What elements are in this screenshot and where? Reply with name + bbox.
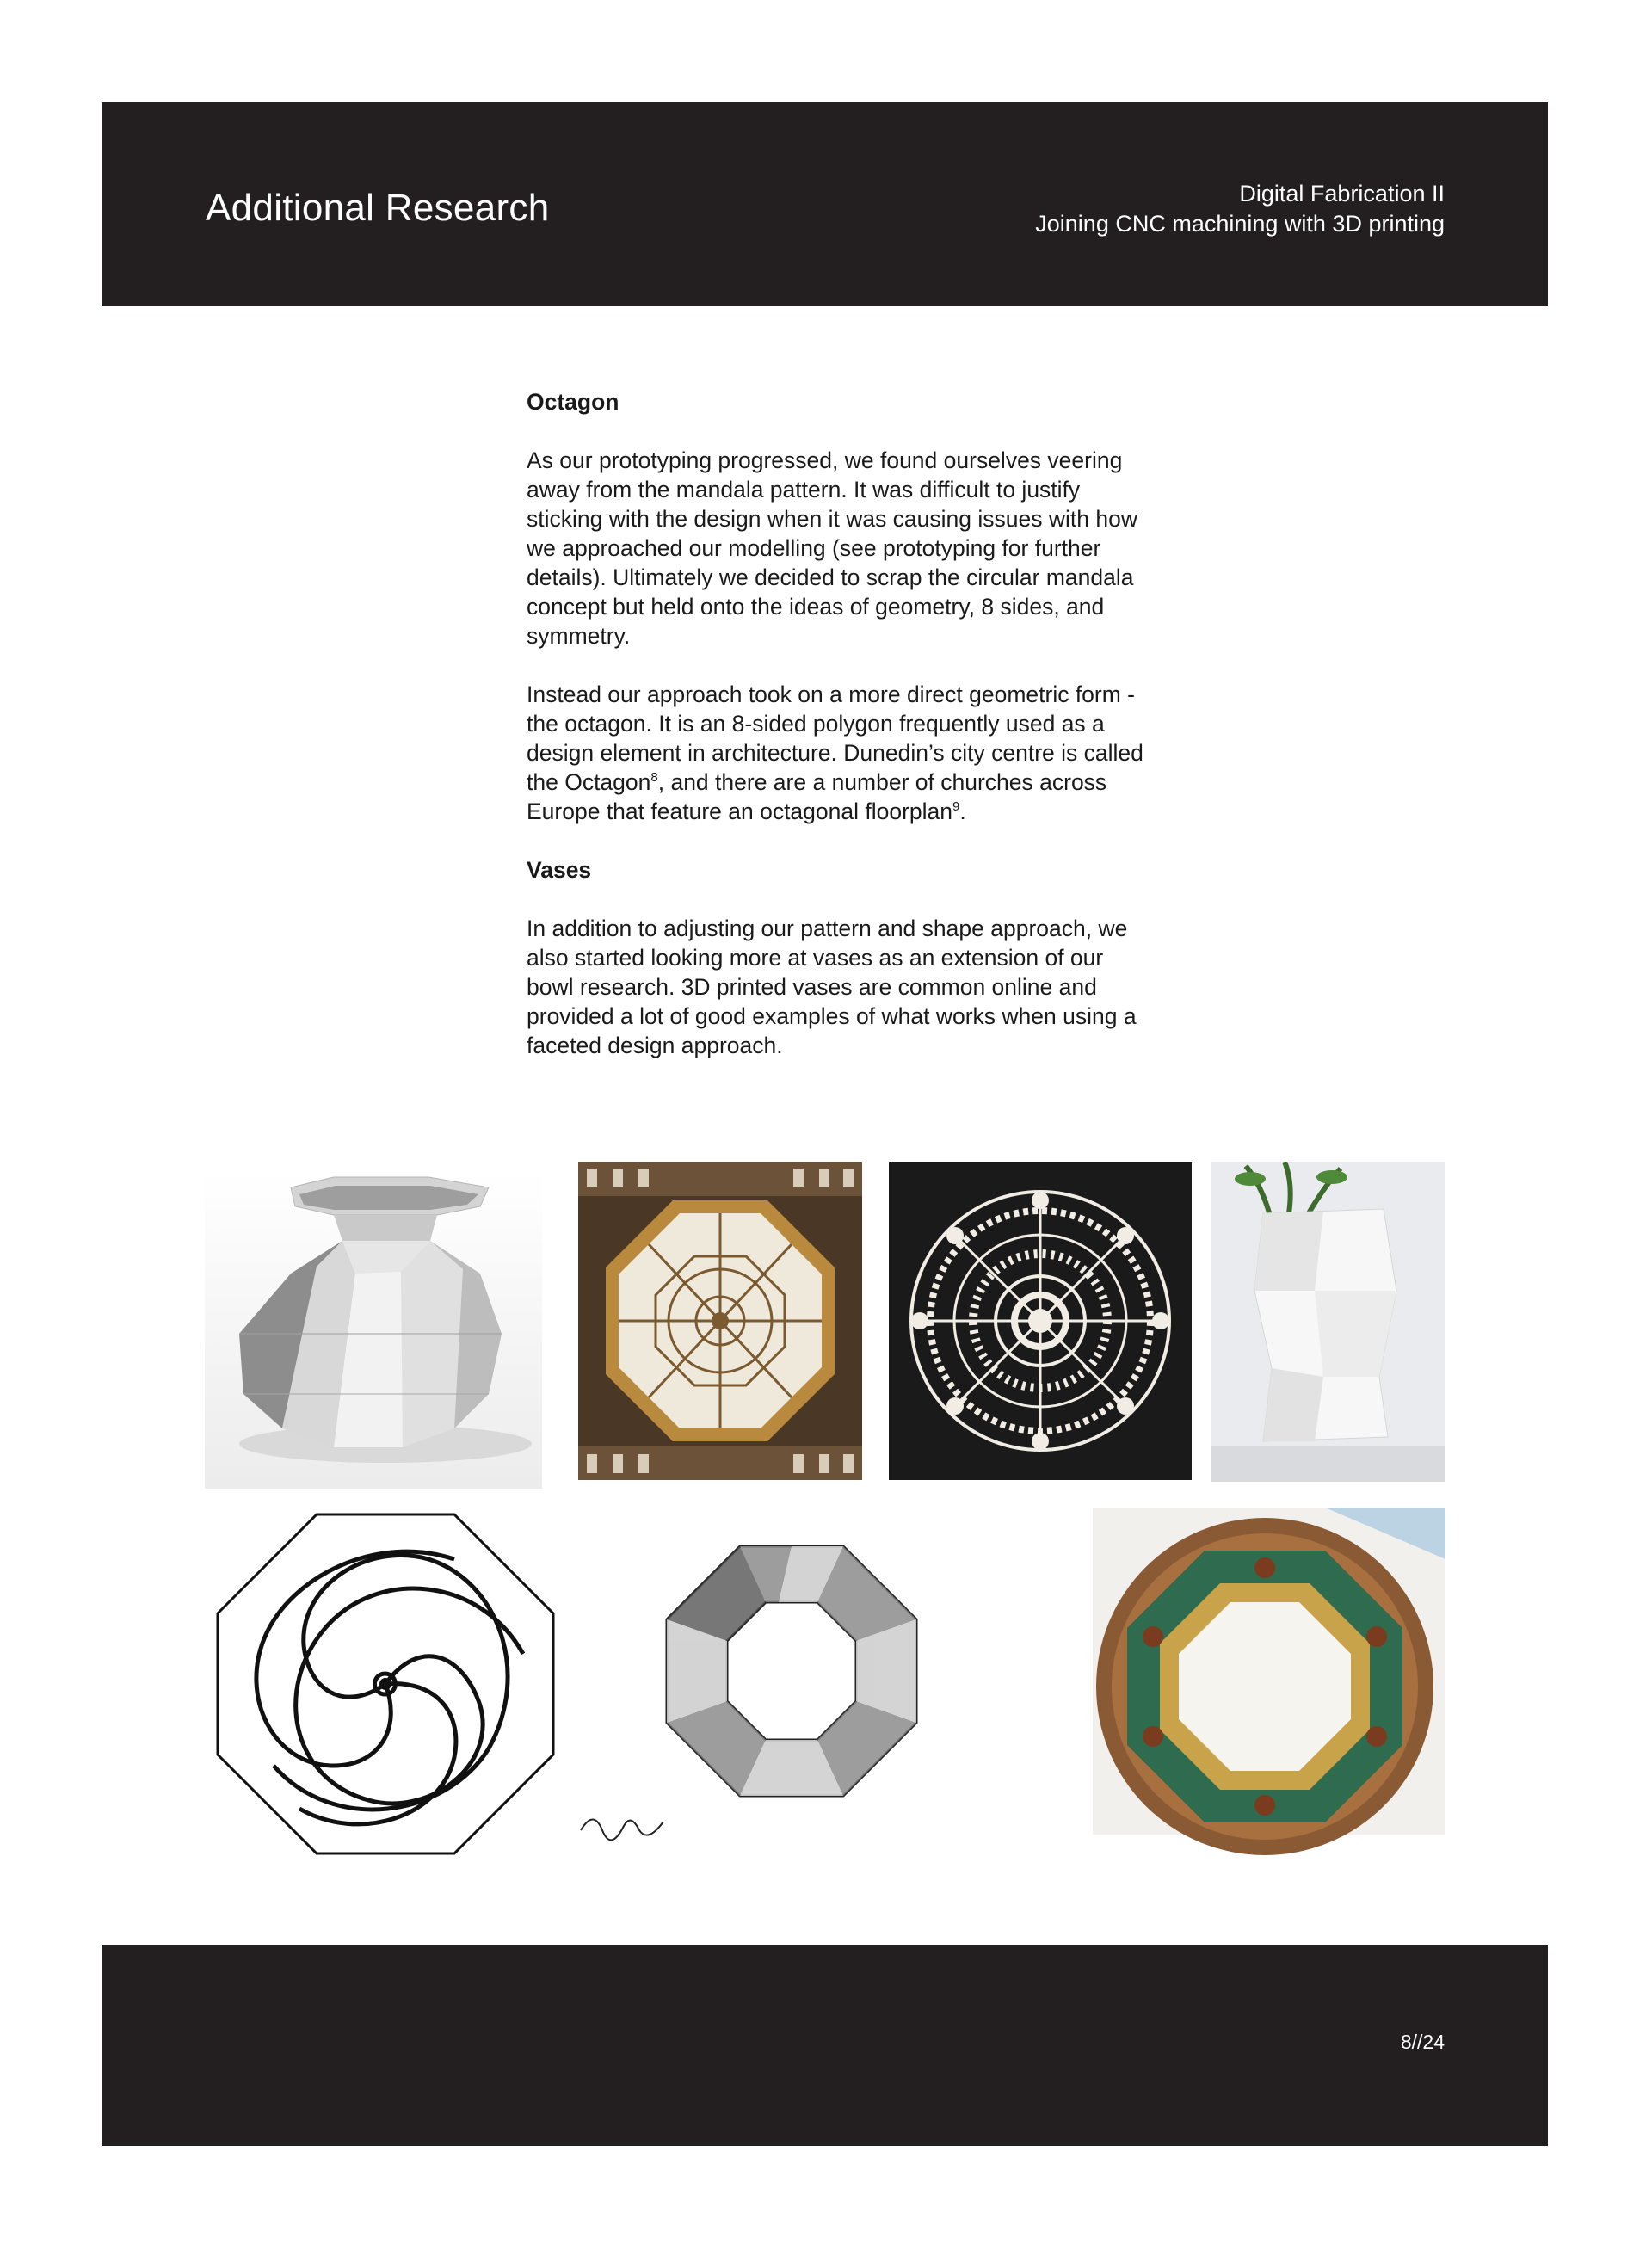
course-name: Digital Fabrication II xyxy=(1239,181,1445,207)
page-number: 8//24 xyxy=(1400,2031,1445,2053)
paragraph-octagon-2 xyxy=(527,680,1146,826)
course-subtitle: Joining CNC machining with 3D printing xyxy=(1035,211,1445,237)
octagon-spiral-drawing-image xyxy=(205,1508,566,1869)
octagon-knot-drawing-image xyxy=(572,1508,985,1869)
paragraph-text: , and there are a number of churches across Europe that feature an octagonal floorplan xyxy=(527,769,1107,824)
section-heading-octagon: Octagon xyxy=(527,389,620,415)
octagon-mirror-frame-image xyxy=(1093,1508,1446,1869)
page-title: Additional Research xyxy=(206,187,550,229)
white-faceted-vase-photo xyxy=(1211,1162,1446,1482)
faceted-vase-render-image xyxy=(205,1170,542,1489)
paragraph-octagon-1: As our prototyping progressed, we found ourselves veering away from the mandala pattern. It was difficult to justify sticking with the design when it was causing issues with how we approached our modelling (see prototyping for further details). Ultimately we decided to scrap the circular mandala concept but held onto the ideas of geometry, 8 sides, and symmetry. xyxy=(527,447,1137,649)
footer-bar xyxy=(102,1945,1548,2146)
header-course-info xyxy=(1035,179,1445,239)
body-text xyxy=(527,387,1146,1089)
paragraph-vases-1: In addition to adjusting our pattern and shape approach, we also started looking more at vases as an extension of our bowl research. 3D printed vases are common online and provided a lot of good examples of what works when using a faceted design approach. xyxy=(527,916,1137,1058)
octagonal-dome-ceiling-image xyxy=(578,1162,862,1480)
paragraph-text: Instead our approach took on a more direct geometric form - the octagon. It is an 8-sided polygon frequently used as a design element in architecture. Dunedin’s city centre is called the Octagon xyxy=(527,681,1143,795)
header-bar xyxy=(102,102,1548,306)
mandala-pattern-image xyxy=(889,1162,1192,1480)
footnote-marker: 9 xyxy=(952,799,960,815)
section-heading-vases: Vases xyxy=(527,857,592,883)
footnote-marker: 8 xyxy=(650,770,658,786)
paragraph-text: . xyxy=(959,799,966,824)
